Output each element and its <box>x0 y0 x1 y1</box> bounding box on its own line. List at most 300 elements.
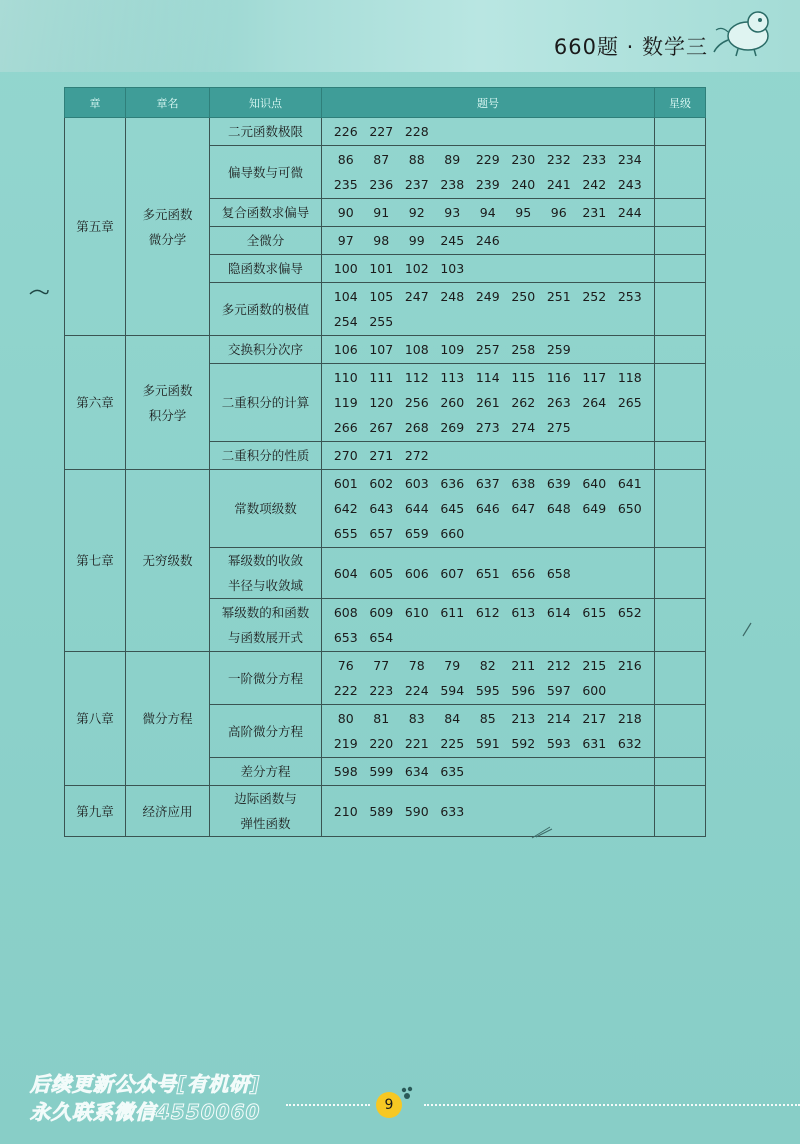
question-number: 117 <box>582 370 607 385</box>
header-question-numbers: 题号 <box>322 88 655 118</box>
question-number: 639 <box>546 476 571 491</box>
question-number: 660 <box>440 526 465 541</box>
question-number: 96 <box>550 205 567 220</box>
question-number: 610 <box>404 605 429 620</box>
question-number-row <box>328 731 654 756</box>
question-number: 115 <box>511 370 536 385</box>
star-level-cell[interactable] <box>655 118 706 146</box>
question-number: 241 <box>546 177 571 192</box>
question-number: 590 <box>404 803 429 819</box>
question-number: 643 <box>369 501 394 516</box>
star-level-cell[interactable] <box>655 146 706 199</box>
question-numbers-cell <box>322 364 655 442</box>
question-number: 239 <box>475 177 500 192</box>
question-number: 633 <box>440 803 465 819</box>
question-number-row <box>328 653 654 678</box>
question-number: 237 <box>404 177 429 192</box>
question-numbers-cell <box>322 199 655 227</box>
question-number-row <box>328 365 654 390</box>
question-number-row <box>328 521 654 546</box>
knowledge-point-line: 全微分 <box>246 233 285 248</box>
question-number: 648 <box>546 501 571 516</box>
question-number: 599 <box>369 764 394 779</box>
question-number: 87 <box>373 152 390 167</box>
chapter-cell <box>65 652 126 786</box>
question-number-row <box>328 200 654 225</box>
question-number: 82 <box>479 658 496 673</box>
question-number: 211 <box>511 658 536 673</box>
knowledge-point-cell <box>210 548 322 599</box>
question-number: 84 <box>444 711 461 726</box>
question-number: 235 <box>333 177 358 192</box>
chapter-label: 第八章 <box>76 711 114 726</box>
knowledge-point-cell <box>210 758 322 786</box>
question-number: 246 <box>475 233 500 248</box>
question-number: 260 <box>440 395 465 410</box>
knowledge-point-line: 常数项级数 <box>234 501 297 516</box>
question-number: 120 <box>369 395 394 410</box>
question-numbers-cell <box>322 227 655 255</box>
knowledge-point-cell <box>210 599 322 652</box>
question-number: 591 <box>475 736 500 751</box>
knowledge-point-cell <box>210 146 322 199</box>
question-number: 86 <box>337 152 354 167</box>
question-number: 258 <box>511 342 536 357</box>
question-number: 595 <box>475 683 500 698</box>
chapter-label: 第七章 <box>76 553 114 568</box>
knowledge-point-cell <box>210 283 322 336</box>
question-number: 244 <box>617 205 642 220</box>
question-number-row <box>328 561 654 586</box>
knowledge-point-cell <box>210 705 322 758</box>
question-number: 104 <box>333 289 358 304</box>
question-number: 654 <box>369 630 394 645</box>
question-number: 229 <box>475 152 500 167</box>
question-number: 641 <box>617 476 642 491</box>
question-number: 214 <box>546 711 571 726</box>
table-row <box>65 652 706 705</box>
question-number: 77 <box>373 658 390 673</box>
question-number-row <box>328 799 654 824</box>
question-number-row <box>328 119 654 144</box>
question-number: 224 <box>404 683 429 698</box>
question-number: 264 <box>582 395 607 410</box>
chapter-name-line: 微分学 <box>148 231 187 247</box>
chapter-name-cell <box>126 786 210 837</box>
question-number: 636 <box>440 476 465 491</box>
knowledge-point-line: 二重积分的性质 <box>221 448 310 463</box>
knowledge-point-cell <box>210 336 322 364</box>
star-level-cell[interactable] <box>655 758 706 786</box>
question-number: 89 <box>444 152 461 167</box>
question-number: 652 <box>617 605 642 620</box>
footer-dotted-line-left <box>286 1104 370 1108</box>
question-number: 219 <box>333 736 358 751</box>
question-number-row <box>328 625 654 650</box>
question-number: 113 <box>440 370 465 385</box>
question-number: 85 <box>479 711 496 726</box>
table-row <box>65 470 706 548</box>
question-number: 238 <box>440 177 465 192</box>
question-number: 221 <box>404 736 429 751</box>
question-number: 88 <box>408 152 425 167</box>
question-number: 232 <box>546 152 571 167</box>
knowledge-point-line: 偏导数与可微 <box>227 164 303 180</box>
star-level-cell[interactable] <box>655 255 706 283</box>
chapter-name-cell <box>126 336 210 470</box>
question-number: 612 <box>475 605 500 620</box>
question-number: 263 <box>546 395 571 410</box>
question-number: 651 <box>475 565 500 581</box>
question-number: 98 <box>373 233 390 248</box>
question-number: 119 <box>333 395 358 410</box>
question-numbers-cell <box>322 652 655 705</box>
question-number: 225 <box>440 736 465 751</box>
question-number: 78 <box>408 658 425 673</box>
question-number: 103 <box>440 261 465 276</box>
question-number: 644 <box>404 501 429 516</box>
chapter-name-line: 无穷级数 <box>142 553 193 568</box>
watermark-line-1: 后续更新公众号[有机研] <box>30 1072 261 1096</box>
question-number: 240 <box>511 177 536 192</box>
question-number: 90 <box>337 205 354 220</box>
question-number: 637 <box>475 476 500 491</box>
book-title: 660题 · 数学三 <box>553 35 708 59</box>
question-number: 601 <box>333 476 358 491</box>
star-level-cell[interactable] <box>655 786 706 837</box>
question-number: 594 <box>440 683 465 698</box>
question-number: 216 <box>617 658 642 673</box>
star-level-cell[interactable] <box>655 548 706 599</box>
chapter-label: 第五章 <box>76 219 114 234</box>
question-number: 223 <box>369 683 394 698</box>
question-number: 243 <box>617 177 642 192</box>
question-number: 83 <box>408 711 425 726</box>
knowledge-point-line: 多元函数的极值 <box>221 301 310 317</box>
question-number: 106 <box>333 342 358 357</box>
question-number: 275 <box>546 420 571 435</box>
chapter-name-line: 多元函数 <box>142 382 193 398</box>
knowledge-table <box>64 87 706 837</box>
chapter-cell <box>65 336 126 470</box>
question-number-row <box>328 337 654 362</box>
knowledge-point-line: 边际函数与 <box>234 791 297 806</box>
question-number: 252 <box>582 289 607 304</box>
knowledge-point-line: 与函数展开式 <box>227 630 303 645</box>
question-number: 251 <box>546 289 571 304</box>
question-number-row <box>328 415 654 440</box>
question-number: 227 <box>369 124 394 139</box>
question-number: 267 <box>369 420 394 435</box>
question-number: 250 <box>511 289 536 304</box>
header-knowledge-point: 知识点 <box>210 88 322 118</box>
question-number: 642 <box>333 501 358 516</box>
question-number: 215 <box>582 658 607 673</box>
chapter-name-line: 积分学 <box>148 407 187 423</box>
knowledge-point-line: 一阶微分方程 <box>227 670 303 686</box>
knowledge-point-line: 幂级数的和函数 <box>221 605 310 620</box>
question-number: 655 <box>333 526 358 541</box>
question-number: 210 <box>333 803 358 819</box>
question-number: 91 <box>373 205 390 220</box>
question-number: 259 <box>546 342 571 357</box>
question-number: 634 <box>404 764 429 779</box>
question-number: 107 <box>369 342 394 357</box>
question-number: 212 <box>546 658 571 673</box>
question-number: 249 <box>475 289 500 304</box>
question-number: 603 <box>404 476 429 491</box>
question-number: 248 <box>440 289 465 304</box>
knowledge-point-line: 交换积分次序 <box>227 342 303 357</box>
question-number-row <box>328 496 654 521</box>
question-number: 110 <box>333 370 358 385</box>
star-level-cell[interactable] <box>655 336 706 364</box>
question-number: 79 <box>444 658 461 673</box>
chapter-name-cell <box>126 470 210 652</box>
page-number-badge <box>376 1092 402 1118</box>
star-level-cell[interactable] <box>655 283 706 336</box>
table-header-row <box>65 88 706 118</box>
question-number-row <box>328 172 654 197</box>
chapter-name-line: 多元函数 <box>142 206 193 222</box>
question-number: 236 <box>369 177 394 192</box>
question-number: 114 <box>475 370 500 385</box>
question-number: 95 <box>515 205 532 220</box>
knowledge-point-line: 弹性函数 <box>240 816 291 831</box>
question-number: 657 <box>369 526 394 541</box>
knowledge-point-line: 隐函数求偏导 <box>227 261 303 276</box>
question-number: 653 <box>333 630 358 645</box>
question-number: 102 <box>404 261 429 276</box>
question-numbers-cell <box>322 146 655 199</box>
knowledge-point-cell <box>210 227 322 255</box>
question-numbers-cell <box>322 283 655 336</box>
question-number: 247 <box>404 289 429 304</box>
question-number: 234 <box>617 152 642 167</box>
knowledge-point-cell <box>210 255 322 283</box>
star-level-cell[interactable] <box>655 470 706 548</box>
page-number: 9 <box>384 1097 394 1113</box>
question-number: 607 <box>440 565 465 581</box>
question-numbers-cell <box>322 118 655 146</box>
knowledge-point-cell <box>210 470 322 548</box>
question-number: 228 <box>404 124 429 139</box>
footer-dotted-line-right <box>424 1104 800 1108</box>
question-number: 261 <box>475 395 500 410</box>
question-number: 647 <box>511 501 536 516</box>
question-numbers-cell <box>322 705 655 758</box>
pen-mark <box>740 620 754 638</box>
question-number: 640 <box>582 476 607 491</box>
question-number: 242 <box>582 177 607 192</box>
knowledge-point-line: 二重积分的计算 <box>221 395 310 410</box>
question-number: 266 <box>333 420 358 435</box>
question-number: 613 <box>511 605 536 620</box>
header-chapter-name: 章名 <box>126 88 210 118</box>
question-number: 598 <box>333 764 358 779</box>
question-number: 646 <box>475 501 500 516</box>
question-number: 265 <box>617 395 642 410</box>
question-number: 268 <box>404 420 429 435</box>
star-level-cell[interactable] <box>655 599 706 652</box>
table-row <box>65 786 706 837</box>
question-number: 650 <box>617 501 642 516</box>
question-number-row <box>328 309 654 334</box>
question-number: 76 <box>337 658 354 673</box>
question-number: 593 <box>546 736 571 751</box>
question-number: 659 <box>404 526 429 541</box>
question-number: 230 <box>511 152 536 167</box>
question-number: 231 <box>582 205 607 220</box>
question-numbers-cell <box>322 255 655 283</box>
paw-print-icon <box>400 1086 416 1100</box>
knowledge-point-cell <box>210 786 322 837</box>
question-number-row <box>328 678 654 703</box>
question-number: 656 <box>511 565 536 581</box>
question-number: 217 <box>582 711 607 726</box>
question-number: 109 <box>440 342 465 357</box>
question-number: 99 <box>408 233 425 248</box>
question-number: 218 <box>617 711 642 726</box>
question-number: 93 <box>444 205 461 220</box>
chapter-label: 第九章 <box>76 803 114 819</box>
table-row <box>65 118 706 146</box>
question-number: 596 <box>511 683 536 698</box>
question-numbers-cell <box>322 336 655 364</box>
question-numbers-cell <box>322 442 655 470</box>
question-number-row <box>328 228 654 253</box>
question-number: 81 <box>373 711 390 726</box>
question-number-row <box>328 706 654 731</box>
question-number-row <box>328 443 654 468</box>
question-number: 604 <box>333 565 358 581</box>
question-numbers-cell <box>322 548 655 599</box>
question-number: 608 <box>333 605 358 620</box>
question-number: 226 <box>333 124 358 139</box>
question-number: 635 <box>440 764 465 779</box>
question-number: 602 <box>369 476 394 491</box>
chapter-name-line: 微分方程 <box>142 711 193 726</box>
star-level-cell[interactable] <box>655 199 706 227</box>
question-number: 254 <box>333 314 358 329</box>
question-number: 257 <box>475 342 500 357</box>
question-number: 632 <box>617 736 642 751</box>
question-number: 609 <box>369 605 394 620</box>
question-number: 638 <box>511 476 536 491</box>
question-number: 111 <box>369 370 394 385</box>
question-number-row <box>328 284 654 309</box>
question-numbers-cell <box>322 786 655 837</box>
question-number: 222 <box>333 683 358 698</box>
pen-mark <box>28 286 50 298</box>
question-number: 213 <box>511 711 536 726</box>
question-number: 269 <box>440 420 465 435</box>
question-number: 597 <box>546 683 571 698</box>
question-number: 108 <box>404 342 429 357</box>
chapter-cell <box>65 118 126 336</box>
question-number: 105 <box>369 289 394 304</box>
question-numbers-cell <box>322 599 655 652</box>
question-number: 220 <box>369 736 394 751</box>
knowledge-point-line: 差分方程 <box>240 764 291 779</box>
question-number: 101 <box>369 261 394 276</box>
question-number: 615 <box>582 605 607 620</box>
question-number: 614 <box>546 605 571 620</box>
question-number: 253 <box>617 289 642 304</box>
question-number-row <box>328 600 654 625</box>
question-number: 274 <box>511 420 536 435</box>
mascot-illustration <box>708 6 780 58</box>
question-number-row <box>328 147 654 172</box>
question-number: 631 <box>582 736 607 751</box>
knowledge-point-line: 半径与收敛域 <box>227 578 303 593</box>
question-number: 255 <box>369 314 394 329</box>
question-number-row <box>328 256 654 281</box>
question-number: 92 <box>408 205 425 220</box>
chapter-name-cell <box>126 652 210 786</box>
question-number: 94 <box>479 205 496 220</box>
question-number: 97 <box>337 233 354 248</box>
knowledge-point-cell <box>210 442 322 470</box>
question-number: 233 <box>582 152 607 167</box>
question-number-row <box>328 471 654 496</box>
question-number: 112 <box>404 370 429 385</box>
question-number: 100 <box>333 261 358 276</box>
star-level-cell[interactable] <box>655 442 706 470</box>
question-number: 649 <box>582 501 607 516</box>
question-number: 600 <box>582 683 607 698</box>
watermark-line-2: 永久联系微信4550060 <box>30 1100 261 1124</box>
knowledge-point-cell <box>210 364 322 442</box>
knowledge-point-line: 高阶微分方程 <box>227 723 303 739</box>
question-number: 270 <box>333 448 358 463</box>
question-numbers-cell <box>322 758 655 786</box>
pen-mark <box>530 824 554 840</box>
question-numbers-cell <box>322 470 655 548</box>
question-number: 658 <box>546 565 571 581</box>
knowledge-point-cell <box>210 199 322 227</box>
knowledge-point-cell <box>210 652 322 705</box>
question-number: 645 <box>440 501 465 516</box>
question-number: 271 <box>369 448 394 463</box>
question-number: 606 <box>404 565 429 581</box>
question-number-row <box>328 390 654 415</box>
chapter-label: 第六章 <box>76 395 114 410</box>
chapter-cell <box>65 470 126 652</box>
knowledge-point-line: 复合函数求偏导 <box>221 205 310 220</box>
question-number: 272 <box>404 448 429 463</box>
star-level-cell[interactable] <box>655 364 706 442</box>
header-decoration <box>0 0 330 72</box>
chapter-name-line: 经济应用 <box>142 803 193 819</box>
knowledge-point-cell <box>210 118 322 146</box>
question-number: 245 <box>440 233 465 248</box>
chapter-cell <box>65 786 126 837</box>
star-level-cell[interactable] <box>655 652 706 705</box>
question-number-row <box>328 759 654 784</box>
question-number: 80 <box>337 711 354 726</box>
question-number: 118 <box>617 370 642 385</box>
question-number: 256 <box>404 395 429 410</box>
question-number: 605 <box>369 565 394 581</box>
question-number: 262 <box>511 395 536 410</box>
knowledge-point-line: 幂级数的收敛 <box>227 553 303 568</box>
knowledge-point-line: 二元函数极限 <box>227 124 303 139</box>
question-number: 273 <box>475 420 500 435</box>
star-level-cell[interactable] <box>655 705 706 758</box>
question-number: 592 <box>511 736 536 751</box>
star-level-cell[interactable] <box>655 227 706 255</box>
